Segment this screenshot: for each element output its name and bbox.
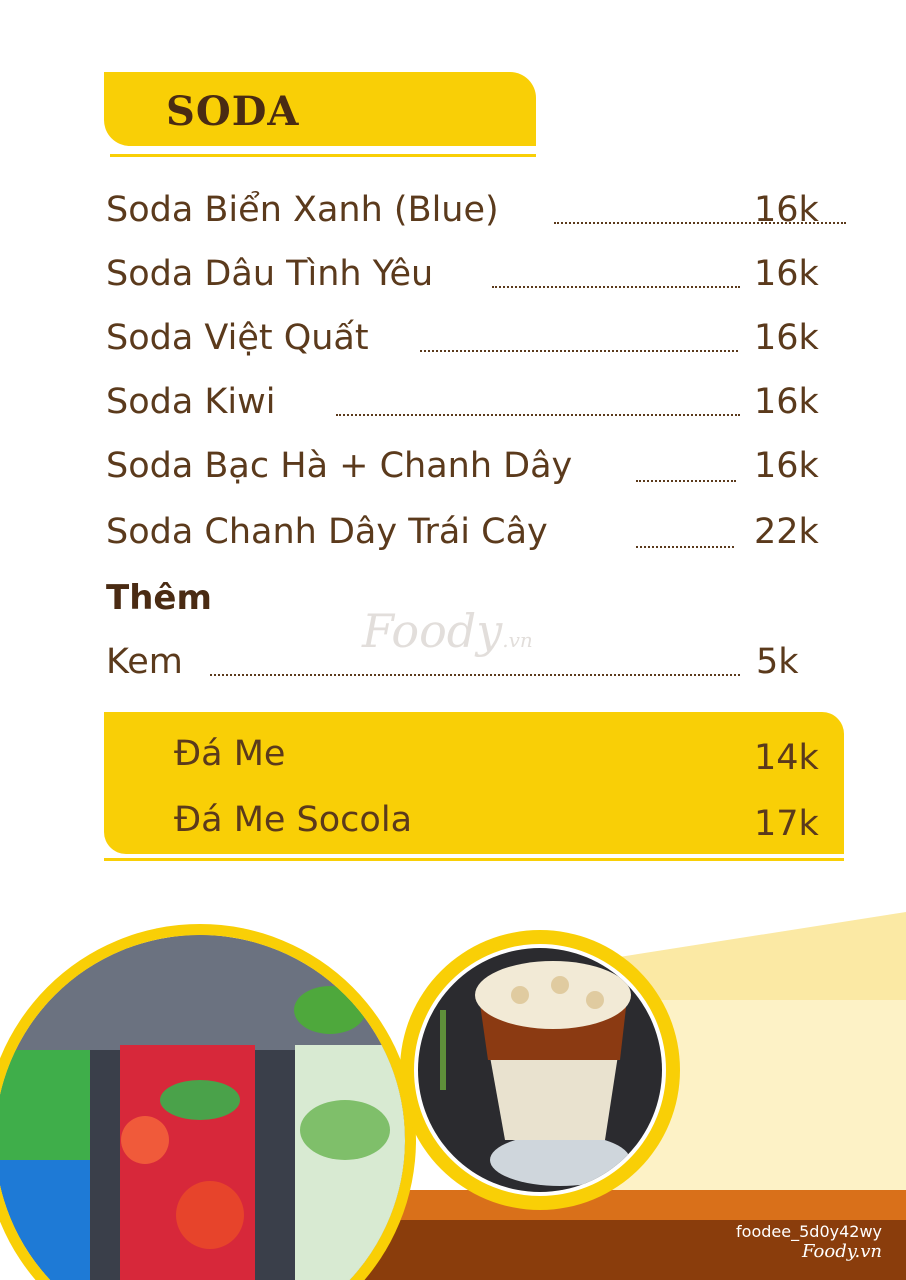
dotted-leader [636,480,736,482]
menu-item [106,254,826,302]
item-price: 16k [754,446,819,486]
item-name: Đá Me [174,734,286,774]
menu-item [106,382,826,430]
item-price: 16k [754,382,819,422]
item-name: Kem [106,642,183,682]
menu-item [106,318,826,366]
item-name: Soda Dâu Tình Yêu [106,254,434,294]
credit-username: foodee_5d0y42wy [736,1222,882,1241]
dotted-leader [492,286,740,288]
menu-item [106,512,836,560]
section-title-soda: SODA [166,88,300,135]
foody-logo: Foody.vn [802,1241,882,1262]
menu-item [106,190,826,238]
item-name: Soda Việt Quất [106,318,369,358]
dotted-leader [336,414,740,416]
item-price: 16k [754,254,819,294]
item-price: 16k [754,318,819,358]
item-price: 22k [754,512,819,552]
soda-glasses-photo [0,924,420,1280]
item-price: 16k [754,190,819,230]
item-price: 17k [754,804,819,844]
photo-credit [736,1222,882,1262]
bottom-decoration [0,880,906,1280]
item-name: Soda Bạc Hà + Chanh Dây [106,446,573,486]
highlight-underline [104,858,844,861]
foody-watermark: Foody.vn [362,604,533,658]
menu-item [106,642,826,690]
item-price: 5k [756,642,799,682]
dotted-leader [420,350,738,352]
item-price: 14k [754,738,819,778]
dotted-leader [210,674,740,676]
item-name: Soda Chanh Dây Trái Cây [106,512,548,552]
menu-item [106,446,826,494]
item-name: Soda Biển Xanh (Blue) [106,190,499,230]
dotted-leader [636,546,734,548]
da-me-dessert-photo [400,930,680,1210]
item-name: Đá Me Socola [174,800,413,840]
item-name: Soda Kiwi [106,382,276,422]
header-underline [110,154,536,157]
extra-section-title: Thêm [106,578,212,618]
